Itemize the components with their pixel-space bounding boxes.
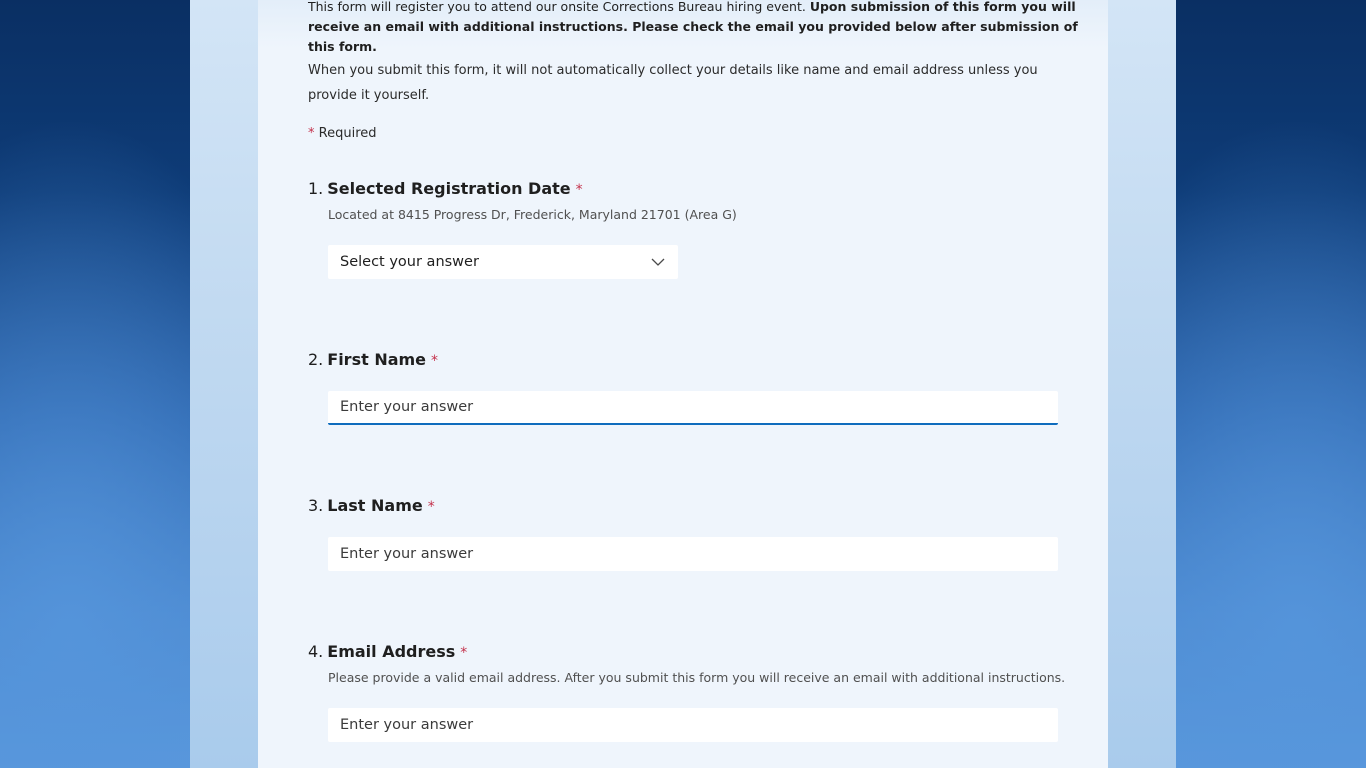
question-2-number: 2. bbox=[308, 350, 324, 369]
privacy-note: When you submit this form, it will not automatically collect your details like name and email address unless you provide it yourself. bbox=[308, 63, 1038, 103]
question-4-title bbox=[308, 642, 467, 661]
question-1-subtitle: Located at 8415 Progress Dr, Frederick, Maryland 21701 (Area G) bbox=[328, 207, 737, 222]
question-3-number: 3. bbox=[308, 496, 324, 515]
form-description bbox=[308, 0, 1088, 57]
question-2-required-asterisk: * bbox=[431, 353, 439, 369]
required-asterisk: * bbox=[308, 126, 315, 141]
registration-date-select[interactable] bbox=[328, 245, 678, 279]
required-label: Required bbox=[318, 126, 377, 141]
last-name-input[interactable] bbox=[328, 537, 1058, 571]
form-description-emphasis: Upon submission of this form you will receive an email with additional instructions. Please check the email you provided below after submission of this form. bbox=[308, 0, 1078, 54]
question-4-label: Email Address bbox=[327, 642, 456, 661]
question-4-subtitle: Please provide a valid email address. After you submit this form you will receive an email with additional instructions. bbox=[328, 670, 1066, 685]
question-4-required-asterisk: * bbox=[460, 645, 468, 661]
email-address-input[interactable] bbox=[328, 708, 1058, 742]
question-4-number: 4. bbox=[308, 642, 324, 661]
question-2-label: First Name bbox=[327, 350, 427, 369]
question-3-required-asterisk: * bbox=[427, 499, 435, 515]
question-2-title bbox=[308, 350, 438, 369]
registration-date-select-value: Select your answer bbox=[340, 254, 479, 270]
question-3-label: Last Name bbox=[327, 496, 423, 515]
question-1-label: Selected Registration Date bbox=[327, 179, 571, 198]
first-name-input[interactable] bbox=[328, 391, 1058, 425]
question-1-number: 1. bbox=[308, 179, 324, 198]
chevron-down-icon bbox=[650, 254, 666, 270]
question-3-title bbox=[308, 496, 435, 515]
question-1-required-asterisk: * bbox=[575, 182, 583, 198]
question-1-title bbox=[308, 179, 583, 198]
form-card bbox=[258, 0, 1108, 768]
form-description-text: This form will register you to attend our onsite Corrections Bureau hiring event. bbox=[308, 0, 810, 14]
required-legend bbox=[308, 126, 377, 141]
